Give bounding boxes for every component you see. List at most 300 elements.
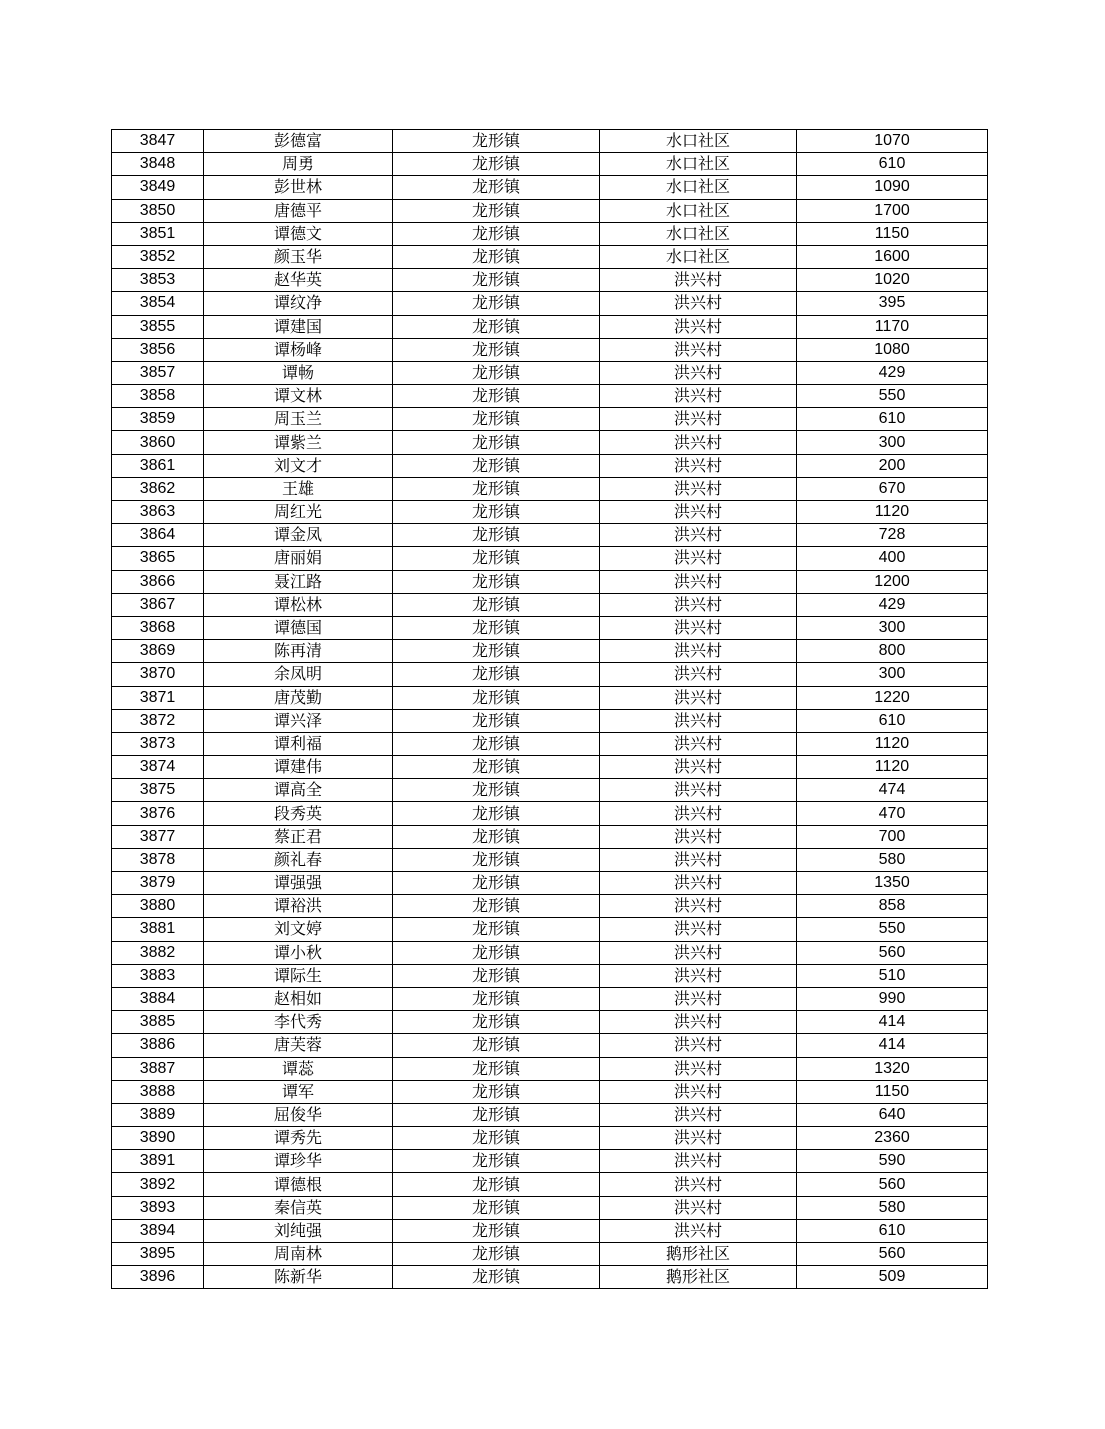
amount-cell: 800 bbox=[797, 640, 988, 663]
amount-cell: 414 bbox=[797, 1034, 988, 1057]
name-cell: 颜礼春 bbox=[204, 848, 393, 871]
name-cell: 唐德平 bbox=[204, 199, 393, 222]
town-cell: 龙形镇 bbox=[393, 501, 600, 524]
table-row bbox=[112, 686, 988, 709]
village-cell: 洪兴村 bbox=[600, 779, 797, 802]
village-cell: 洪兴村 bbox=[600, 941, 797, 964]
village-cell: 洪兴村 bbox=[600, 408, 797, 431]
village-cell: 洪兴村 bbox=[600, 1173, 797, 1196]
row-number-cell: 3894 bbox=[112, 1219, 204, 1242]
table-row bbox=[112, 292, 988, 315]
village-cell: 洪兴村 bbox=[600, 593, 797, 616]
amount-cell: 300 bbox=[797, 663, 988, 686]
town-cell: 龙形镇 bbox=[393, 176, 600, 199]
village-cell: 洪兴村 bbox=[600, 292, 797, 315]
town-cell: 龙形镇 bbox=[393, 130, 600, 153]
town-cell: 龙形镇 bbox=[393, 338, 600, 361]
name-cell: 谭德根 bbox=[204, 1173, 393, 1196]
name-cell: 周勇 bbox=[204, 153, 393, 176]
name-cell: 谭珍华 bbox=[204, 1150, 393, 1173]
amount-cell: 1150 bbox=[797, 222, 988, 245]
table-row bbox=[112, 779, 988, 802]
village-cell: 洪兴村 bbox=[600, 756, 797, 779]
row-number-cell: 3847 bbox=[112, 130, 204, 153]
amount-cell: 1170 bbox=[797, 315, 988, 338]
amount-cell: 300 bbox=[797, 616, 988, 639]
row-number-cell: 3879 bbox=[112, 872, 204, 895]
village-cell: 洪兴村 bbox=[600, 616, 797, 639]
amount-cell: 550 bbox=[797, 918, 988, 941]
table-row bbox=[112, 987, 988, 1010]
amount-cell: 1350 bbox=[797, 872, 988, 895]
table-row bbox=[112, 477, 988, 500]
table-row bbox=[112, 153, 988, 176]
village-cell: 鹅形社区 bbox=[600, 1266, 797, 1289]
village-cell: 洪兴村 bbox=[600, 269, 797, 292]
town-cell: 龙形镇 bbox=[393, 431, 600, 454]
village-cell: 洪兴村 bbox=[600, 686, 797, 709]
village-cell: 洪兴村 bbox=[600, 1080, 797, 1103]
table-row bbox=[112, 1173, 988, 1196]
row-number-cell: 3852 bbox=[112, 245, 204, 268]
row-number-cell: 3862 bbox=[112, 477, 204, 500]
name-cell: 谭文林 bbox=[204, 385, 393, 408]
name-cell: 秦信英 bbox=[204, 1196, 393, 1219]
name-cell: 刘文婷 bbox=[204, 918, 393, 941]
table-row bbox=[112, 1057, 988, 1080]
town-cell: 龙形镇 bbox=[393, 941, 600, 964]
village-cell: 洪兴村 bbox=[600, 361, 797, 384]
row-number-cell: 3853 bbox=[112, 269, 204, 292]
town-cell: 龙形镇 bbox=[393, 825, 600, 848]
table-row bbox=[112, 1080, 988, 1103]
village-cell: 洪兴村 bbox=[600, 872, 797, 895]
name-cell: 谭松林 bbox=[204, 593, 393, 616]
row-number-cell: 3871 bbox=[112, 686, 204, 709]
village-cell: 洪兴村 bbox=[600, 385, 797, 408]
row-number-cell: 3885 bbox=[112, 1011, 204, 1034]
table-row bbox=[112, 176, 988, 199]
amount-cell: 400 bbox=[797, 547, 988, 570]
village-cell: 洪兴村 bbox=[600, 338, 797, 361]
town-cell: 龙形镇 bbox=[393, 1219, 600, 1242]
name-cell: 余凤明 bbox=[204, 663, 393, 686]
village-cell: 水口社区 bbox=[600, 130, 797, 153]
village-cell: 洪兴村 bbox=[600, 663, 797, 686]
table-row bbox=[112, 732, 988, 755]
amount-cell: 610 bbox=[797, 408, 988, 431]
town-cell: 龙形镇 bbox=[393, 547, 600, 570]
town-cell: 龙形镇 bbox=[393, 1266, 600, 1289]
name-cell: 屈俊华 bbox=[204, 1103, 393, 1126]
name-cell: 谭兴泽 bbox=[204, 709, 393, 732]
town-cell: 龙形镇 bbox=[393, 640, 600, 663]
town-cell: 龙形镇 bbox=[393, 269, 600, 292]
row-number-cell: 3896 bbox=[112, 1266, 204, 1289]
row-number-cell: 3859 bbox=[112, 408, 204, 431]
name-cell: 赵华英 bbox=[204, 269, 393, 292]
row-number-cell: 3864 bbox=[112, 524, 204, 547]
table-row bbox=[112, 1103, 988, 1126]
village-cell: 洪兴村 bbox=[600, 1127, 797, 1150]
village-cell: 洪兴村 bbox=[600, 547, 797, 570]
amount-cell: 1120 bbox=[797, 756, 988, 779]
amount-cell: 1200 bbox=[797, 570, 988, 593]
table-row bbox=[112, 130, 988, 153]
row-number-cell: 3877 bbox=[112, 825, 204, 848]
table-row bbox=[112, 756, 988, 779]
village-cell: 洪兴村 bbox=[600, 501, 797, 524]
table-row bbox=[112, 663, 988, 686]
table-row bbox=[112, 616, 988, 639]
name-cell: 颜玉华 bbox=[204, 245, 393, 268]
row-number-cell: 3895 bbox=[112, 1243, 204, 1266]
town-cell: 龙形镇 bbox=[393, 1103, 600, 1126]
name-cell: 李代秀 bbox=[204, 1011, 393, 1034]
town-cell: 龙形镇 bbox=[393, 1173, 600, 1196]
name-cell: 刘纯强 bbox=[204, 1219, 393, 1242]
name-cell: 段秀英 bbox=[204, 802, 393, 825]
town-cell: 龙形镇 bbox=[393, 1127, 600, 1150]
row-number-cell: 3850 bbox=[112, 199, 204, 222]
name-cell: 刘文才 bbox=[204, 454, 393, 477]
village-cell: 鹅形社区 bbox=[600, 1243, 797, 1266]
name-cell: 谭金凤 bbox=[204, 524, 393, 547]
village-cell: 洪兴村 bbox=[600, 825, 797, 848]
row-number-cell: 3861 bbox=[112, 454, 204, 477]
name-cell: 周红光 bbox=[204, 501, 393, 524]
table-row bbox=[112, 547, 988, 570]
amount-cell: 858 bbox=[797, 895, 988, 918]
table-row bbox=[112, 1266, 988, 1289]
town-cell: 龙形镇 bbox=[393, 315, 600, 338]
name-cell: 谭蕊 bbox=[204, 1057, 393, 1080]
name-cell: 谭纹净 bbox=[204, 292, 393, 315]
town-cell: 龙形镇 bbox=[393, 1243, 600, 1266]
amount-cell: 560 bbox=[797, 1173, 988, 1196]
table-row bbox=[112, 802, 988, 825]
town-cell: 龙形镇 bbox=[393, 686, 600, 709]
amount-cell: 610 bbox=[797, 1219, 988, 1242]
village-cell: 洪兴村 bbox=[600, 1011, 797, 1034]
name-cell: 周玉兰 bbox=[204, 408, 393, 431]
village-cell: 洪兴村 bbox=[600, 848, 797, 871]
row-number-cell: 3868 bbox=[112, 616, 204, 639]
row-number-cell: 3878 bbox=[112, 848, 204, 871]
town-cell: 龙形镇 bbox=[393, 222, 600, 245]
row-number-cell: 3880 bbox=[112, 895, 204, 918]
amount-cell: 560 bbox=[797, 1243, 988, 1266]
row-number-cell: 3874 bbox=[112, 756, 204, 779]
village-cell: 洪兴村 bbox=[600, 1219, 797, 1242]
town-cell: 龙形镇 bbox=[393, 872, 600, 895]
village-cell: 洪兴村 bbox=[600, 1196, 797, 1219]
amount-cell: 509 bbox=[797, 1266, 988, 1289]
data-table bbox=[111, 129, 988, 1289]
village-cell: 水口社区 bbox=[600, 153, 797, 176]
amount-cell: 670 bbox=[797, 477, 988, 500]
row-number-cell: 3866 bbox=[112, 570, 204, 593]
amount-cell: 1700 bbox=[797, 199, 988, 222]
town-cell: 龙形镇 bbox=[393, 385, 600, 408]
village-cell: 水口社区 bbox=[600, 199, 797, 222]
table-row bbox=[112, 222, 988, 245]
town-cell: 龙形镇 bbox=[393, 616, 600, 639]
row-number-cell: 3857 bbox=[112, 361, 204, 384]
amount-cell: 2360 bbox=[797, 1127, 988, 1150]
amount-cell: 580 bbox=[797, 1196, 988, 1219]
town-cell: 龙形镇 bbox=[393, 918, 600, 941]
table-row bbox=[112, 454, 988, 477]
village-cell: 水口社区 bbox=[600, 245, 797, 268]
table-row bbox=[112, 385, 988, 408]
table-row bbox=[112, 1150, 988, 1173]
town-cell: 龙形镇 bbox=[393, 802, 600, 825]
table-row bbox=[112, 338, 988, 361]
town-cell: 龙形镇 bbox=[393, 477, 600, 500]
row-number-cell: 3867 bbox=[112, 593, 204, 616]
name-cell: 陈再清 bbox=[204, 640, 393, 663]
row-number-cell: 3860 bbox=[112, 431, 204, 454]
amount-cell: 610 bbox=[797, 153, 988, 176]
table-row bbox=[112, 269, 988, 292]
amount-cell: 1320 bbox=[797, 1057, 988, 1080]
village-cell: 洪兴村 bbox=[600, 1034, 797, 1057]
village-cell: 洪兴村 bbox=[600, 570, 797, 593]
row-number-cell: 3854 bbox=[112, 292, 204, 315]
town-cell: 龙形镇 bbox=[393, 663, 600, 686]
town-cell: 龙形镇 bbox=[393, 292, 600, 315]
town-cell: 龙形镇 bbox=[393, 1080, 600, 1103]
row-number-cell: 3855 bbox=[112, 315, 204, 338]
amount-cell: 1070 bbox=[797, 130, 988, 153]
town-cell: 龙形镇 bbox=[393, 709, 600, 732]
table-row bbox=[112, 825, 988, 848]
name-cell: 谭建伟 bbox=[204, 756, 393, 779]
town-cell: 龙形镇 bbox=[393, 153, 600, 176]
table-row bbox=[112, 918, 988, 941]
name-cell: 谭裕洪 bbox=[204, 895, 393, 918]
amount-cell: 474 bbox=[797, 779, 988, 802]
row-number-cell: 3851 bbox=[112, 222, 204, 245]
amount-cell: 470 bbox=[797, 802, 988, 825]
amount-cell: 200 bbox=[797, 454, 988, 477]
amount-cell: 395 bbox=[797, 292, 988, 315]
row-number-cell: 3869 bbox=[112, 640, 204, 663]
row-number-cell: 3856 bbox=[112, 338, 204, 361]
row-number-cell: 3863 bbox=[112, 501, 204, 524]
amount-cell: 510 bbox=[797, 964, 988, 987]
name-cell: 陈新华 bbox=[204, 1266, 393, 1289]
name-cell: 王雄 bbox=[204, 477, 393, 500]
row-number-cell: 3849 bbox=[112, 176, 204, 199]
village-cell: 洪兴村 bbox=[600, 987, 797, 1010]
village-cell: 洪兴村 bbox=[600, 732, 797, 755]
table-row bbox=[112, 1196, 988, 1219]
name-cell: 聂江路 bbox=[204, 570, 393, 593]
table-row bbox=[112, 941, 988, 964]
town-cell: 龙形镇 bbox=[393, 964, 600, 987]
village-cell: 洪兴村 bbox=[600, 895, 797, 918]
row-number-cell: 3848 bbox=[112, 153, 204, 176]
name-cell: 谭杨峰 bbox=[204, 338, 393, 361]
town-cell: 龙形镇 bbox=[393, 454, 600, 477]
village-cell: 洪兴村 bbox=[600, 1057, 797, 1080]
table-row bbox=[112, 1011, 988, 1034]
amount-cell: 414 bbox=[797, 1011, 988, 1034]
amount-cell: 990 bbox=[797, 987, 988, 1010]
name-cell: 谭高全 bbox=[204, 779, 393, 802]
table-row bbox=[112, 524, 988, 547]
name-cell: 唐芙蓉 bbox=[204, 1034, 393, 1057]
town-cell: 龙形镇 bbox=[393, 199, 600, 222]
town-cell: 龙形镇 bbox=[393, 1196, 600, 1219]
village-cell: 洪兴村 bbox=[600, 1150, 797, 1173]
town-cell: 龙形镇 bbox=[393, 245, 600, 268]
village-cell: 洪兴村 bbox=[600, 1103, 797, 1126]
town-cell: 龙形镇 bbox=[393, 732, 600, 755]
amount-cell: 1600 bbox=[797, 245, 988, 268]
village-cell: 洪兴村 bbox=[600, 454, 797, 477]
amount-cell: 610 bbox=[797, 709, 988, 732]
amount-cell: 300 bbox=[797, 431, 988, 454]
row-number-cell: 3881 bbox=[112, 918, 204, 941]
name-cell: 谭秀先 bbox=[204, 1127, 393, 1150]
table-row bbox=[112, 315, 988, 338]
name-cell: 谭利福 bbox=[204, 732, 393, 755]
amount-cell: 1080 bbox=[797, 338, 988, 361]
table-row bbox=[112, 199, 988, 222]
name-cell: 谭小秋 bbox=[204, 941, 393, 964]
town-cell: 龙形镇 bbox=[393, 1034, 600, 1057]
row-number-cell: 3883 bbox=[112, 964, 204, 987]
table-row bbox=[112, 501, 988, 524]
row-number-cell: 3892 bbox=[112, 1173, 204, 1196]
name-cell: 唐丽娟 bbox=[204, 547, 393, 570]
table-body bbox=[112, 130, 988, 1289]
table-row bbox=[112, 1127, 988, 1150]
village-cell: 洪兴村 bbox=[600, 431, 797, 454]
village-cell: 水口社区 bbox=[600, 176, 797, 199]
amount-cell: 1020 bbox=[797, 269, 988, 292]
town-cell: 龙形镇 bbox=[393, 895, 600, 918]
table-row bbox=[112, 593, 988, 616]
amount-cell: 590 bbox=[797, 1150, 988, 1173]
row-number-cell: 3887 bbox=[112, 1057, 204, 1080]
town-cell: 龙形镇 bbox=[393, 1150, 600, 1173]
town-cell: 龙形镇 bbox=[393, 570, 600, 593]
row-number-cell: 3876 bbox=[112, 802, 204, 825]
row-number-cell: 3893 bbox=[112, 1196, 204, 1219]
name-cell: 唐茂勤 bbox=[204, 686, 393, 709]
name-cell: 周南林 bbox=[204, 1243, 393, 1266]
village-cell: 水口社区 bbox=[600, 222, 797, 245]
row-number-cell: 3889 bbox=[112, 1103, 204, 1126]
row-number-cell: 3888 bbox=[112, 1080, 204, 1103]
amount-cell: 1120 bbox=[797, 501, 988, 524]
amount-cell: 700 bbox=[797, 825, 988, 848]
table-row bbox=[112, 408, 988, 431]
table-row bbox=[112, 431, 988, 454]
village-cell: 洪兴村 bbox=[600, 964, 797, 987]
row-number-cell: 3865 bbox=[112, 547, 204, 570]
table-row bbox=[112, 361, 988, 384]
name-cell: 谭军 bbox=[204, 1080, 393, 1103]
name-cell: 蔡正君 bbox=[204, 825, 393, 848]
amount-cell: 429 bbox=[797, 361, 988, 384]
village-cell: 洪兴村 bbox=[600, 709, 797, 732]
row-number-cell: 3875 bbox=[112, 779, 204, 802]
village-cell: 洪兴村 bbox=[600, 802, 797, 825]
table-row bbox=[112, 709, 988, 732]
amount-cell: 728 bbox=[797, 524, 988, 547]
amount-cell: 550 bbox=[797, 385, 988, 408]
row-number-cell: 3858 bbox=[112, 385, 204, 408]
village-cell: 洪兴村 bbox=[600, 477, 797, 500]
amount-cell: 1090 bbox=[797, 176, 988, 199]
row-number-cell: 3886 bbox=[112, 1034, 204, 1057]
town-cell: 龙形镇 bbox=[393, 756, 600, 779]
village-cell: 洪兴村 bbox=[600, 315, 797, 338]
name-cell: 谭强强 bbox=[204, 872, 393, 895]
table-row bbox=[112, 1034, 988, 1057]
amount-cell: 1150 bbox=[797, 1080, 988, 1103]
town-cell: 龙形镇 bbox=[393, 1011, 600, 1034]
amount-cell: 1220 bbox=[797, 686, 988, 709]
row-number-cell: 3890 bbox=[112, 1127, 204, 1150]
town-cell: 龙形镇 bbox=[393, 593, 600, 616]
row-number-cell: 3873 bbox=[112, 732, 204, 755]
town-cell: 龙形镇 bbox=[393, 524, 600, 547]
table-row bbox=[112, 895, 988, 918]
name-cell: 谭际生 bbox=[204, 964, 393, 987]
name-cell: 谭畅 bbox=[204, 361, 393, 384]
town-cell: 龙形镇 bbox=[393, 361, 600, 384]
amount-cell: 640 bbox=[797, 1103, 988, 1126]
town-cell: 龙形镇 bbox=[393, 987, 600, 1010]
amount-cell: 560 bbox=[797, 941, 988, 964]
table-row bbox=[112, 1243, 988, 1266]
name-cell: 彭世林 bbox=[204, 176, 393, 199]
row-number-cell: 3884 bbox=[112, 987, 204, 1010]
row-number-cell: 3882 bbox=[112, 941, 204, 964]
table-row bbox=[112, 245, 988, 268]
name-cell: 谭紫兰 bbox=[204, 431, 393, 454]
table-row bbox=[112, 964, 988, 987]
town-cell: 龙形镇 bbox=[393, 408, 600, 431]
table-row bbox=[112, 872, 988, 895]
town-cell: 龙形镇 bbox=[393, 779, 600, 802]
table-row bbox=[112, 570, 988, 593]
row-number-cell: 3870 bbox=[112, 663, 204, 686]
table-row bbox=[112, 1219, 988, 1242]
name-cell: 谭德文 bbox=[204, 222, 393, 245]
amount-cell: 429 bbox=[797, 593, 988, 616]
name-cell: 谭建国 bbox=[204, 315, 393, 338]
village-cell: 洪兴村 bbox=[600, 524, 797, 547]
name-cell: 彭德富 bbox=[204, 130, 393, 153]
town-cell: 龙形镇 bbox=[393, 848, 600, 871]
amount-cell: 1120 bbox=[797, 732, 988, 755]
town-cell: 龙形镇 bbox=[393, 1057, 600, 1080]
row-number-cell: 3872 bbox=[112, 709, 204, 732]
village-cell: 洪兴村 bbox=[600, 918, 797, 941]
village-cell: 洪兴村 bbox=[600, 640, 797, 663]
table-row bbox=[112, 848, 988, 871]
table-row bbox=[112, 640, 988, 663]
name-cell: 谭德国 bbox=[204, 616, 393, 639]
row-number-cell: 3891 bbox=[112, 1150, 204, 1173]
